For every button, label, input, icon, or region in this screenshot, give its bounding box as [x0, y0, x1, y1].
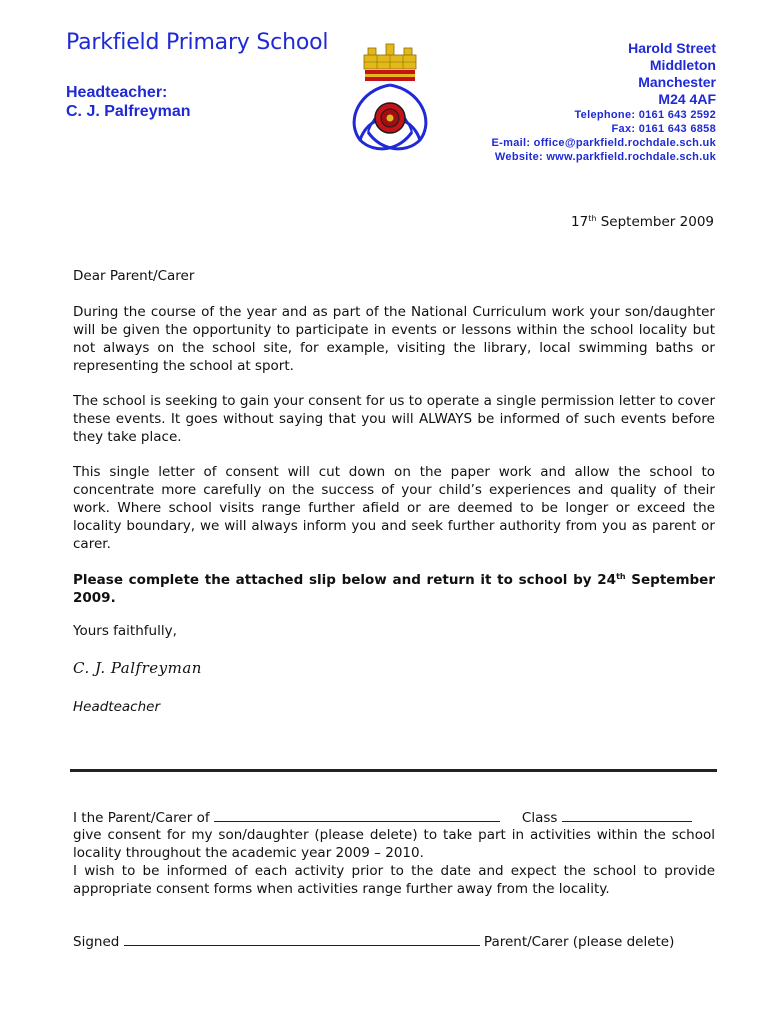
paragraph-1: During the course of the year and as part of the National Curriculum work your son/daughter will be given the opportunity to participate in events or lessons within the school locality but not always on the school site, for example, visiting the library, local swimming baths or representing the school at sport. [73, 304, 715, 374]
address-postcode: M24 4AF [658, 91, 716, 107]
salutation: Dear Parent/Carer [73, 268, 195, 284]
closing: Yours faithfully, [73, 623, 177, 639]
letter-date [571, 214, 714, 230]
website-link[interactable]: Website: www.parkfield.rochdale.sch.uk [494, 151, 716, 163]
address-city: Manchester [638, 74, 716, 90]
paragraph-2: The school is seeking to gain your consent for us to operate a single permission letter to cover these events. It goes without saying that you will ALWAYS be informed of such events before they take place. [73, 393, 715, 445]
signature-field[interactable] [124, 933, 480, 946]
address-area: Middleton [649, 57, 716, 73]
school-crest-icon [340, 40, 440, 160]
slip-consent-text: give consent for my son/daughter (please delete) to take part in activities within the school locality throughout the academic year 2009 – 2010. [73, 827, 715, 861]
class-label: Class [521, 810, 558, 826]
date-rest: September 2009 [596, 214, 714, 230]
address-street: Harold Street [628, 40, 716, 56]
class-field[interactable] [562, 809, 692, 822]
email-link[interactable]: E-mail: office@parkfield.rochdale.sch.uk [491, 137, 716, 149]
headteacher-name: C. J. Palfreyman [66, 103, 191, 120]
signed-suffix: Parent/Carer (please delete) [483, 934, 675, 950]
signatory-title: Headteacher [73, 699, 161, 715]
parent-prefix: I the Parent/Carer of [73, 810, 210, 826]
child-name-field[interactable] [214, 809, 500, 822]
signed-label: Signed [73, 934, 120, 950]
date-day: 17 [571, 214, 589, 230]
signature: C. J. Palfreyman [73, 659, 202, 677]
slip-inform-text: I wish to be informed of each activity prior to the date and expect the school to provide appropriate consent forms when activities range further away from the locality. [73, 863, 715, 897]
slip-signed-line [73, 933, 715, 951]
fax: Fax: 0161 643 6858 [611, 123, 716, 135]
paragraph-3: This single letter of consent will cut down on the paper work and allow the school to concentrate more carefully on the success of your child’s experiences and quality of their work. Where school visits range further afield or are deemed to be longer or exceed the locality boundary, we will always inform you and seek further authority from you as parent or carer. [73, 464, 715, 552]
tear-off-divider [70, 769, 717, 772]
telephone: Telephone: 0161 643 2592 [574, 109, 716, 121]
instruction-before: Please complete the attached slip below and return it to school by 24 [73, 572, 617, 588]
school-address [492, 40, 716, 164]
instruction-suffix: th [616, 572, 626, 581]
crown-icon [364, 44, 416, 69]
rose-icon [375, 103, 405, 133]
instruction-after: September 2009. [73, 572, 716, 606]
date-suffix: th [588, 214, 597, 223]
return-instruction [73, 571, 715, 607]
headteacher-label: Headteacher: [66, 84, 168, 101]
slip-parent-line [73, 809, 715, 827]
school-name: Parkfield Primary School [66, 30, 329, 55]
